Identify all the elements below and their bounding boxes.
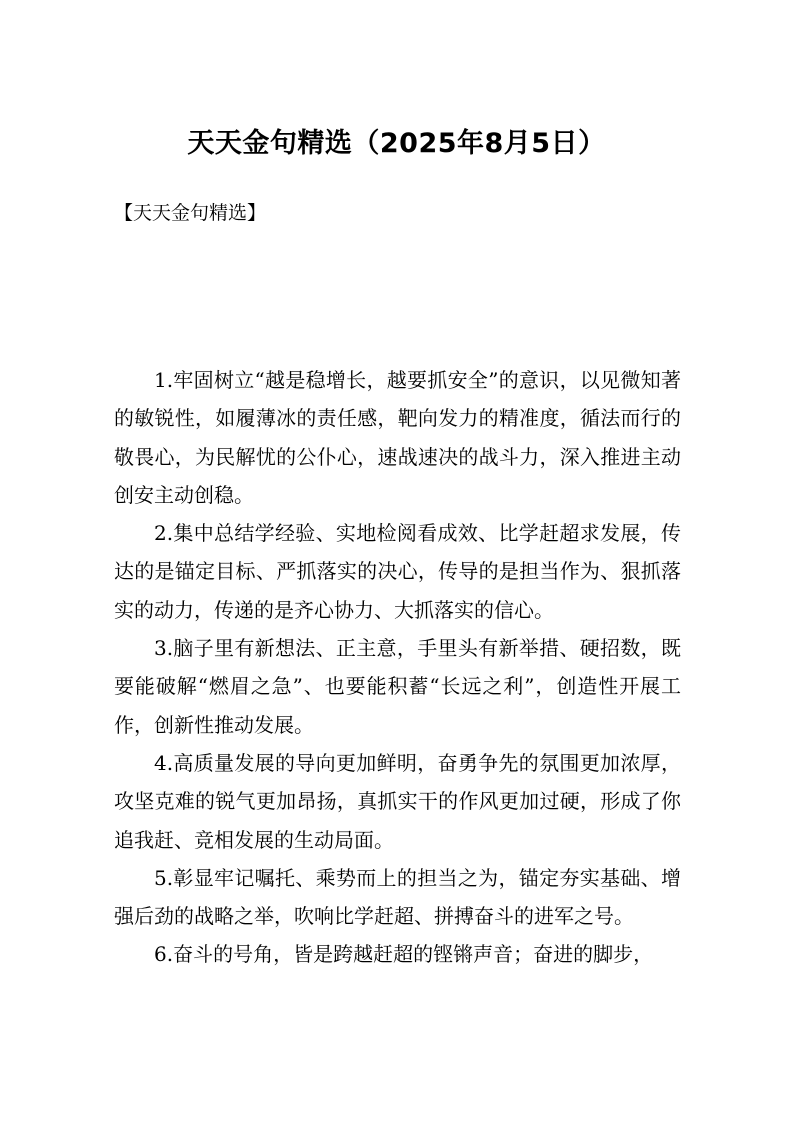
paragraph-4: 4.高质量发展的导向更加鲜明，奋勇争先的氛围更加浓厚，攻坚克难的锐气更加昂扬，真抓实干的作风更加过硬，形成了你追我赶、竞相发展的生动局面。 — [114, 750, 681, 852]
paragraph-5: 5.彰显牢记嘱托、乘势而上的担当之为，锚定夯实基础、增强后劲的战略之举，吹响比学赶超、拼搏奋斗的进军之号。 — [114, 865, 681, 929]
section-label: 【天天金句精选】 — [114, 202, 267, 224]
paragraph-3: 3.脑子里有新想法、正主意，手里头有新举措、硬招数，既要能破解“燃眉之急”、也要能积蓄“长远之利”，创造性开展工作，创新性推动发展。 — [114, 636, 681, 737]
paragraph-1: 1.牢固树立“越是稳增长，越要抓安全”的意识，以见微知著的敏锐性，如履薄冰的责任感，靶向发力的精准度，循法而行的敬畏心，为民解忧的公仆心，速战速决的战斗力，深入推进主动创安主动创稳。 — [114, 368, 681, 507]
paragraph-2: 2.集中总结学经验、实地检阅看成效、比学赶超求发展，传达的是锚定目标、严抓落实的决心，传导的是担当作为、狠抓落实的动力，传递的是齐心协力、大抓落实的信心。 — [114, 521, 681, 622]
document-body — [114, 361, 681, 974]
paragraph-6: 6.奋斗的号角，皆是跨越赶超的铿锵声音；奋进的脚步， — [154, 942, 654, 967]
page-title: 天天金句精选（2025年8月5日） — [187, 128, 606, 159]
